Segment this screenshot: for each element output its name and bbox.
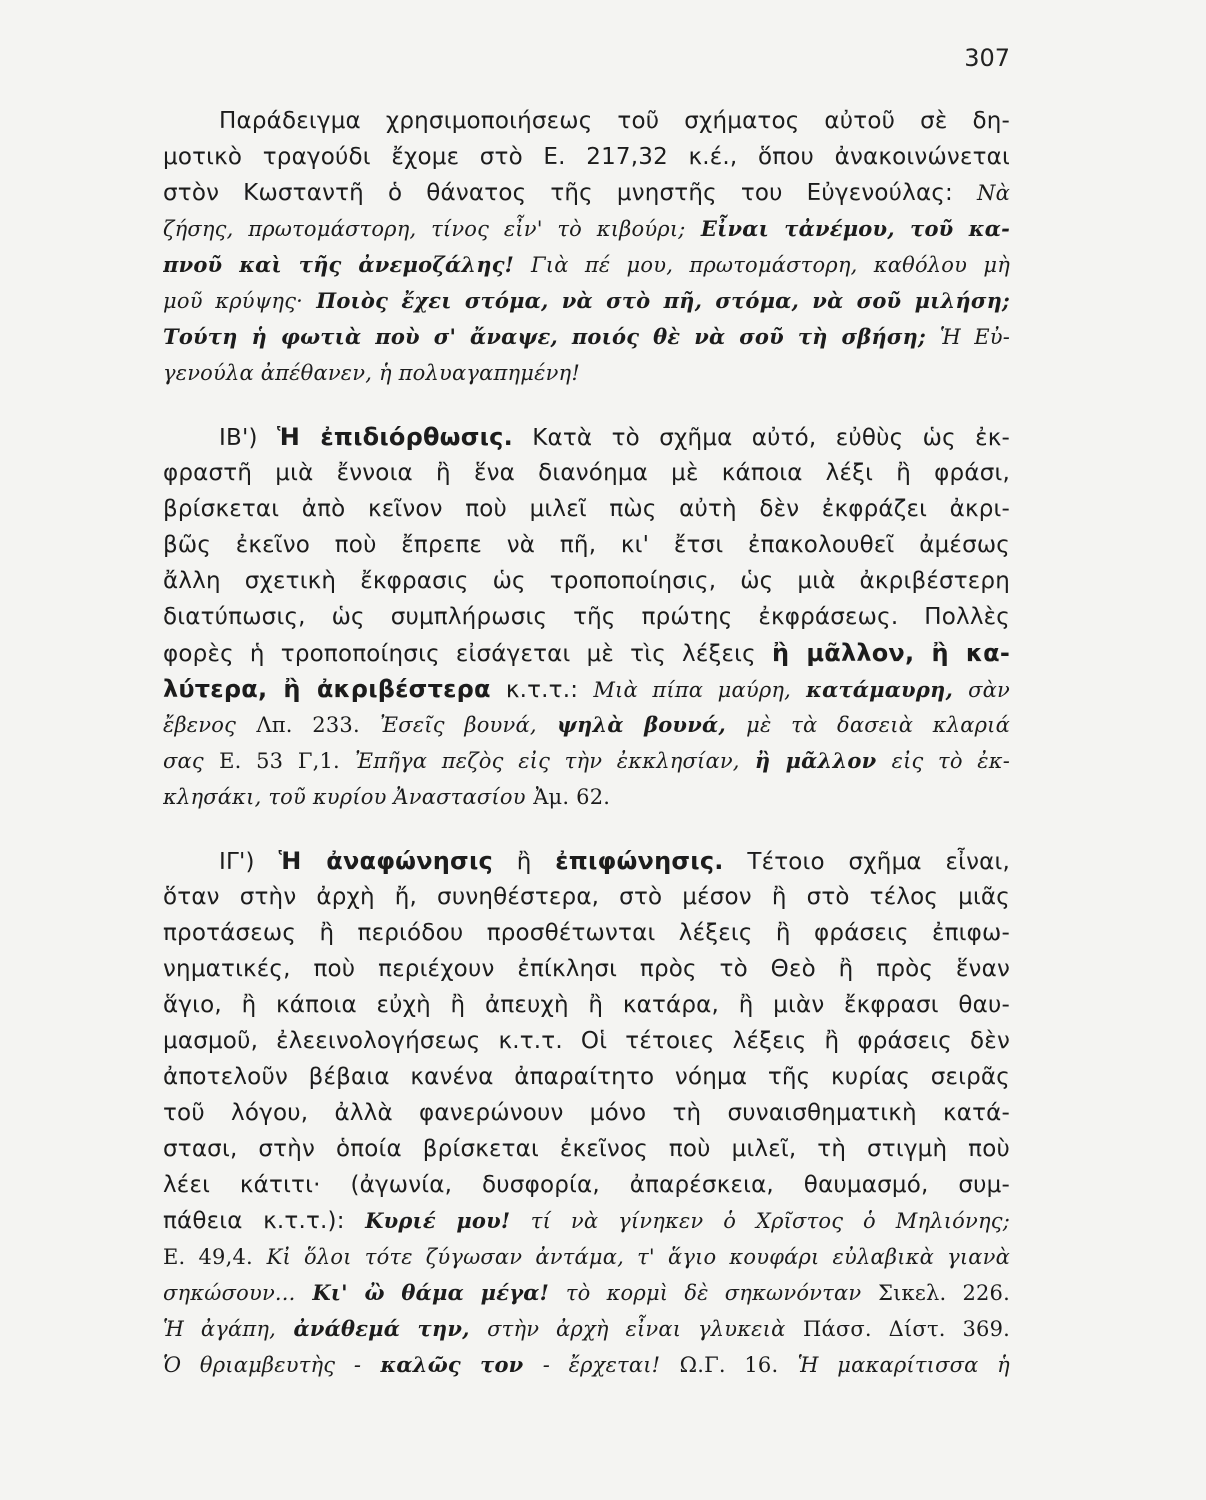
text-line: σας Ε. 53 Γ,1. Ἐπῆγα πεζὸς εἰς τὴν ἐκκλησίαν, ἢ μᾶλλον εἰς τὸ ἐκ- <box>163 748 1010 773</box>
section-exclamation <box>163 843 1010 1383</box>
section-title: Ἡ ἀναφώνησις <box>278 847 493 875</box>
page-number: 307 <box>964 44 1010 72</box>
text-line: ὅταν στὴν ἀρχὴ ἤ, συνηθέστερα, στὸ μέσον ἢ στὸ τέλος μιᾶς <box>163 884 1010 910</box>
text-line: μοτικὸ τραγούδι ἔχομε στὸ Ε. 217,32 κ.έ., ὅπου ἀνακοινώνεται <box>163 144 1010 170</box>
section-title-alt: ἐπιφώνησις. <box>555 847 724 875</box>
text-line: λύτερα, ἢ ἀκριβέστερα κ.τ.τ.: Μιὰ πίπα μαύρη, κατάμαυρη, σὰν <box>163 675 1010 703</box>
text-line: ἀποτελοῦν βέβαια κανένα ἀπαραίτητο νόημα τῆς κυρίας σειρᾶς <box>163 1064 1010 1090</box>
text-line: Παράδειγμα χρησιμοποιήσεως τοῦ σχήματος αὐτοῦ σὲ δη- <box>219 108 1010 134</box>
text-line: βῶς ἐκεῖνο ποὺ ἔπρεπε νὰ πῆ, κι' ἔτσι ἐπακολουθεῖ ἀμέσως <box>163 532 1010 558</box>
section-correction <box>163 419 1010 815</box>
text-line: νηματικές, ποὺ περιέχουν ἐπίκλησι πρὸς τὸ Θεὸ ἢ πρὸς ἕναν <box>163 956 1010 982</box>
text-line: μοῦ κρύψης· Ποιὸς ἔχει στόμα, νὰ στὸ πῆ, στόμα, νὰ σοῦ μιλήση; <box>163 288 1010 313</box>
text-line: φραστῆ μιὰ ἔννοια ἢ ἕνα διανόημα μὲ κάποια λέξι ἢ φράσι, <box>163 460 1010 486</box>
text-line: ζήσης, πρωτομάστορη, τίνος εἶν' τὸ κιβούρι; Εἶναι τἀνέμου, τοῦ κα- <box>163 216 1010 241</box>
text-line: γενούλα ἀπέθανεν, ἡ πολυαγαπημένη! <box>163 361 580 385</box>
text-line: βρίσκεται ἀπὸ κεῖνον ποὺ μιλεῖ πὼς αὐτὴ δὲν ἐκφράζει ἀκρι- <box>163 496 1010 522</box>
text-line: ἔβενος Λπ. 233. Ἐσεῖς βουνά, ψηλὰ βουνά, μὲ τὰ δασειὰ κλαριά <box>163 712 1010 737</box>
text-line: διατύπωσις, ὡς συμπλήρωσις τῆς πρώτης ἐκφράσεως. Πολλὲς <box>163 604 1010 630</box>
text-line: φορὲς ἡ τροποποίησις εἰσάγεται μὲ τὶς λέξεις ἢ μᾶλλον, ἢ κα- <box>163 639 1010 667</box>
text-line: Ἡ ἀγάπη, ἀνάθεμά την, στὴν ἀρχὴ εἶναι γλυκειὰ Πάσσ. Δίστ. 369. <box>163 1316 1010 1341</box>
text-line: στὸν Κωσταντῆ ὁ θάνατος τῆς μνηστῆς του Εὐγενούλας: Νὰ <box>163 180 1010 206</box>
text-line: πνοῦ καὶ τῆς ἀνεμοζάλης! Γιὰ πέ μου, πρωτομάστορη, καθόλου μὴ <box>163 252 1010 277</box>
section-number: ΙΒ') <box>219 425 258 451</box>
text-line: πάθεια κ.τ.τ.): Κυριέ μου! τί νὰ γίνηκεν ὁ Χρῖστος ὁ Μηλιόνης; <box>163 1208 1010 1234</box>
text-line: Ὁ θριαμβευτὴς - καλῶς τον - ἔρχεται! Ω.Γ. 16. Ἡ μακαρίτισσα ἡ <box>163 1352 1010 1377</box>
text-line: ἄλλη σχετικὴ ἔκφρασις ὡς τροποποίησις, ὡς μιὰ ἀκριβέστερη <box>163 568 1010 594</box>
text-line: στασι, στὴν ὁποία βρίσκεται ἐκεῖνος ποὺ μιλεῖ, τὴ στιγμὴ ποὺ <box>163 1136 1010 1162</box>
paragraph-example <box>163 103 1010 391</box>
text-line: λέει κάτιτι· (ἀγωνία, δυσφορία, ἀπαρέσκεια, θαυμασμό, συμ- <box>163 1172 1010 1198</box>
section-heading-line: ΙΒ') Ἡ ἐπιδιόρθωσις. Κατὰ τὸ σχῆμα αὐτό, εὐθὺς ὡς ἐκ- <box>219 423 1010 451</box>
text-line: σηκώσουν... Κι' ὢ θάμα μέγα! τὸ κορμὶ δὲ σηκωνόνταν Σικελ. 226. <box>163 1280 1010 1305</box>
section-title: Ἡ ἐπιδιόρθωσις. <box>276 423 513 451</box>
text-line: κλησάκι, τοῦ κυρίου Ἀναστασίου Ἀμ. 62. <box>163 785 611 809</box>
section-heading-line: ΙΓ') Ἡ ἀναφώνησις ἢ ἐπιφώνησις. Τέτοιο σχῆμα εἶναι, <box>219 847 1010 875</box>
text-line: τοῦ λόγου, ἀλλὰ φανερώνουν μόνο τὴ συναισθηματικὴ κατά- <box>163 1100 1010 1126</box>
section-number: ΙΓ') <box>219 849 255 875</box>
text-line: ἅγιο, ἢ κάποια εὐχὴ ἢ ἀπευχὴ ἢ κατάρα, ἢ μιὰν ἔκφρασι θαυ- <box>163 992 1010 1018</box>
text-line: προτάσεως ἢ περιόδου προσθέτωνται λέξεις ἢ φράσεις ἐπιφω- <box>163 920 1010 946</box>
text-line: μασμοῦ, ἐλεεινολογήσεως κ.τ.τ. Οἱ τέτοιες λέξεις ἢ φράσεις δὲν <box>163 1028 1010 1054</box>
page-body <box>163 103 1010 1383</box>
text-line: Ε. 49,4. Κἰ ὅλοι τότε ζύγωσαν ἀντάμα, τ' ἅγιο κουφάρι εὐλαβικὰ γιανὰ <box>163 1245 1010 1269</box>
text-line: Τούτη ἡ φωτιὰ ποὺ σ' ἄναψε, ποιός θὲ νὰ σοῦ τὴ σβήση; Ἡ Εὐ- <box>163 324 1010 349</box>
